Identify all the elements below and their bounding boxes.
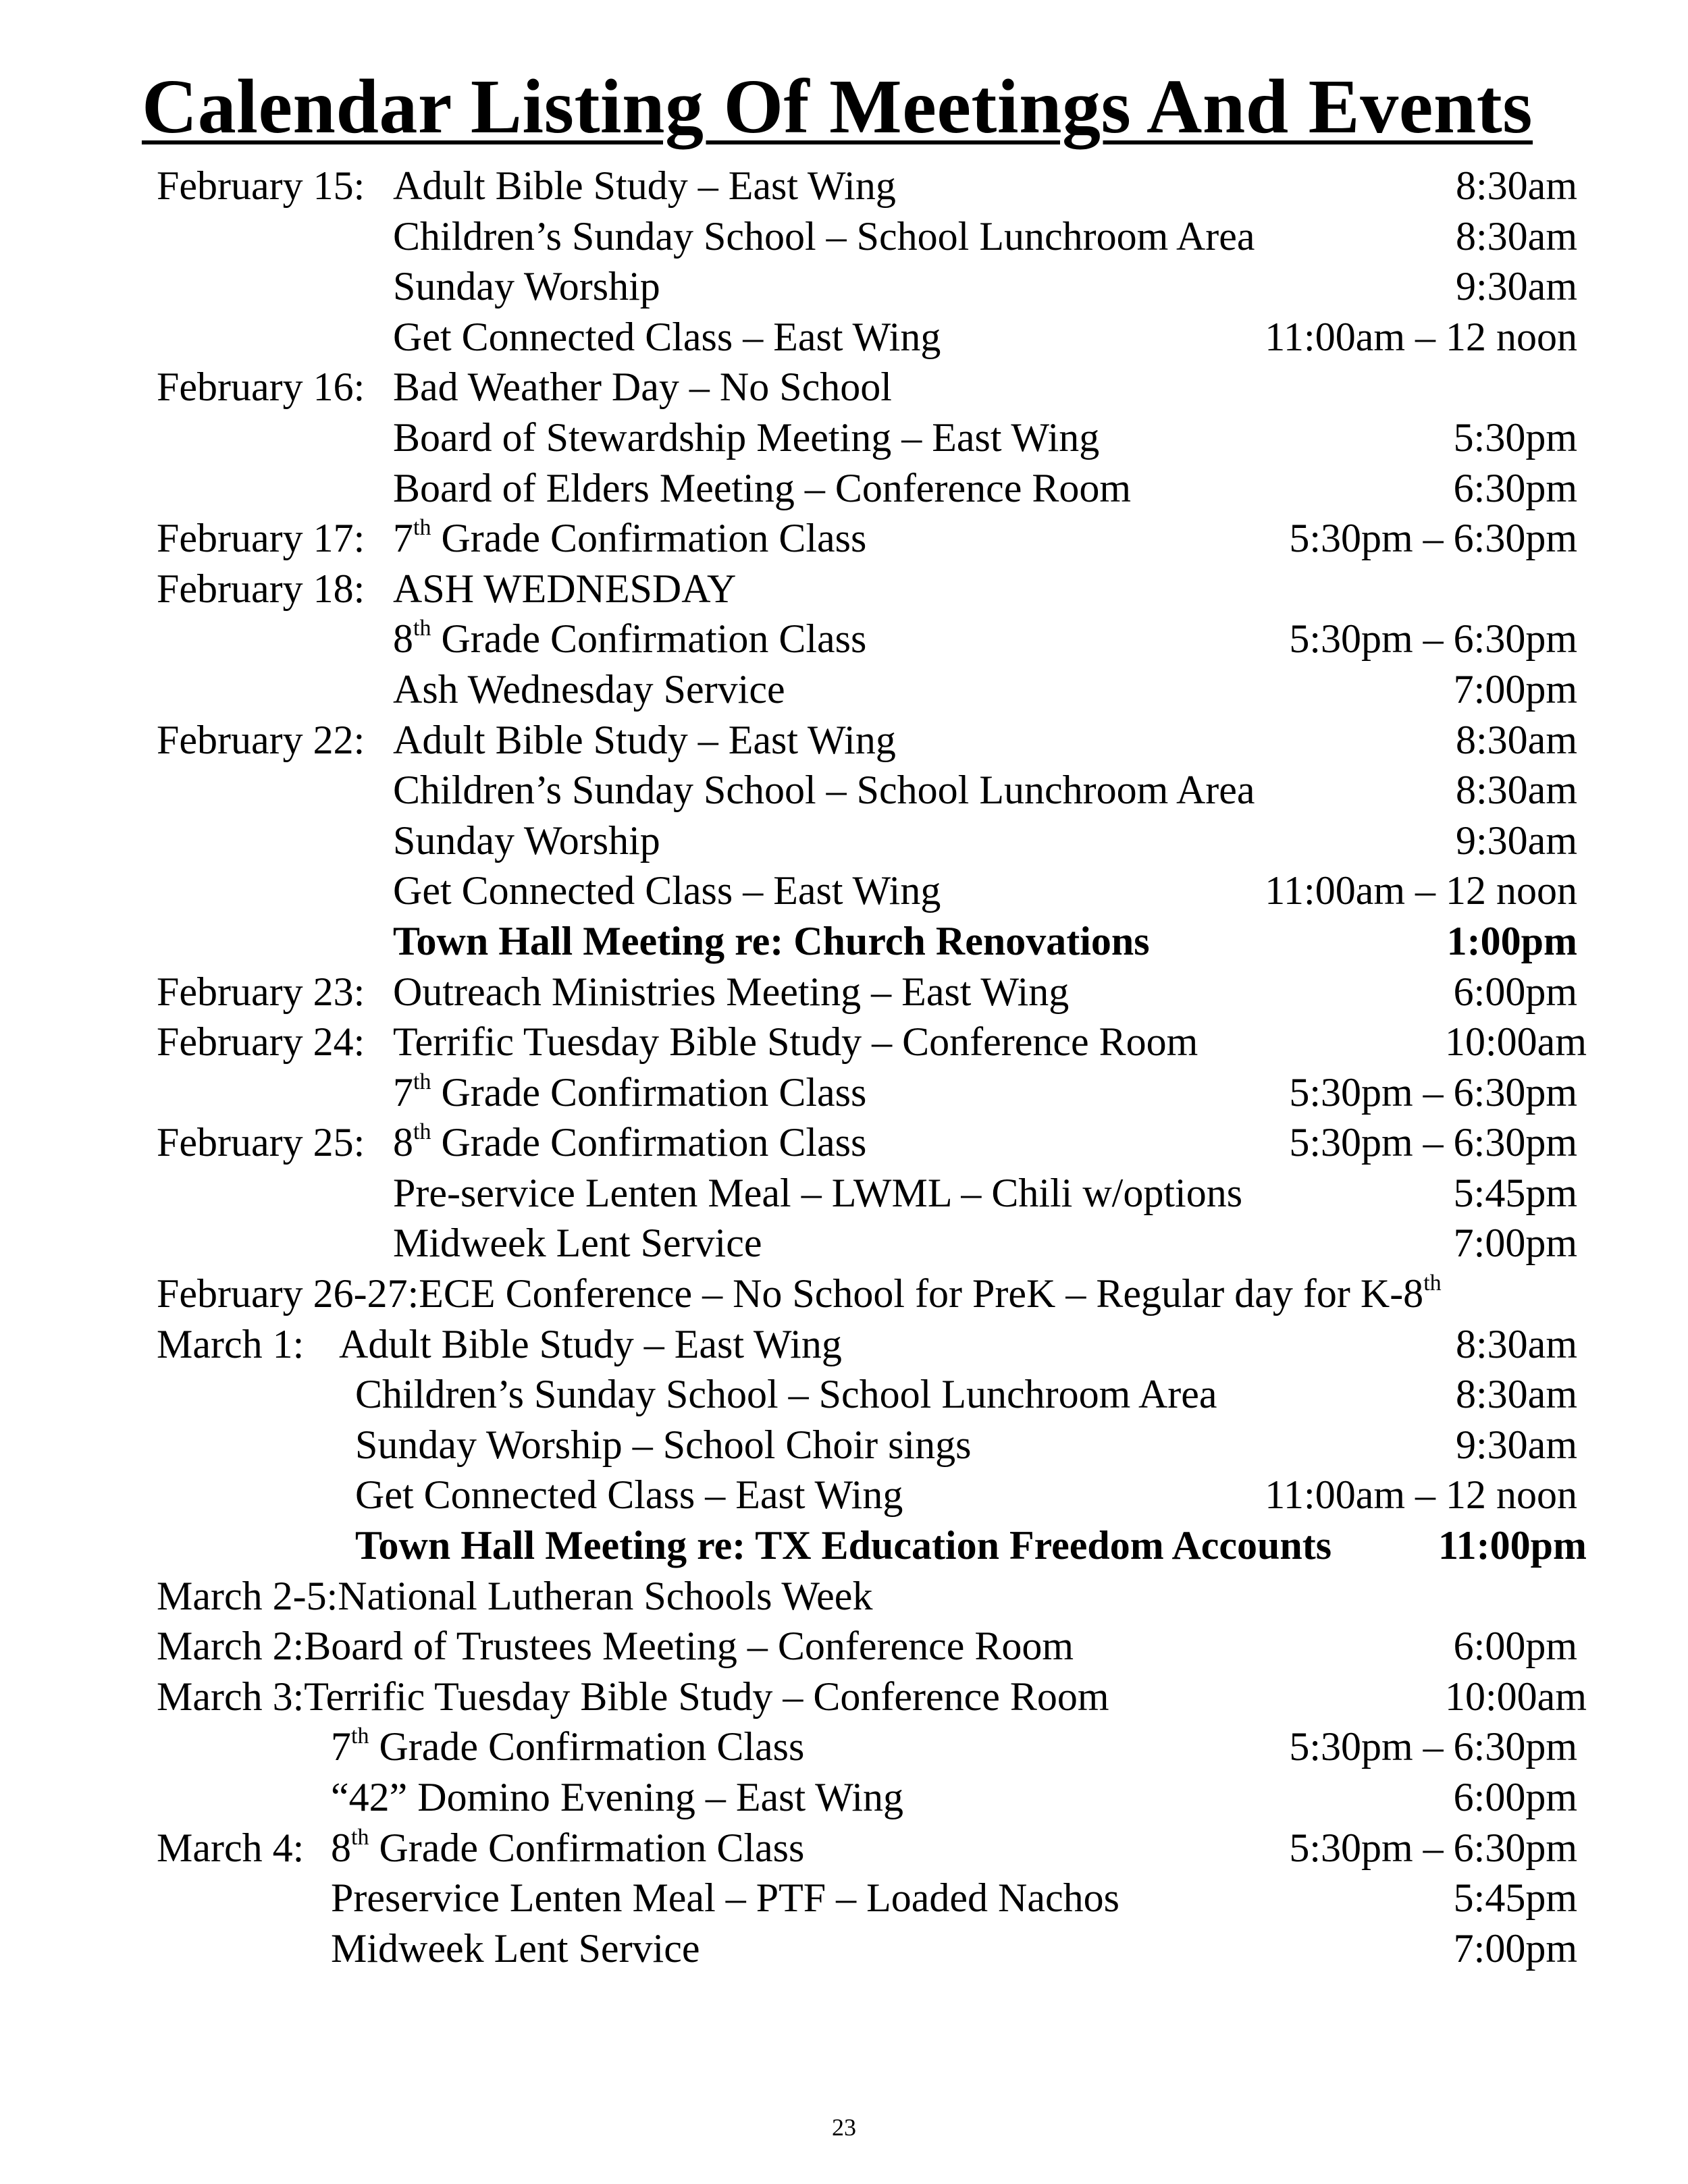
event-date: February 16: [157,365,365,410]
event-text: Grade Confirmation Class [431,516,867,561]
event-text: Sunday Worship [393,264,660,309]
event-time: 5:30pm – 6:30pm [1289,1724,1577,1769]
event-name [393,261,660,312]
calendar-row [0,412,1688,463]
event-name [393,412,1099,463]
event-text: Children’s Sunday School – School Lunchroom Area [393,768,1255,813]
calendar-row [0,1520,1688,1571]
calendar-row [0,1571,1688,1622]
calendar-row [0,1369,1688,1420]
event-date: March 1: [157,1321,305,1366]
calendar-row [0,211,1688,262]
calendar-row [0,1319,1688,1370]
calendar-row [0,1772,1688,1823]
calendar-row [0,816,1688,866]
event-text: Grade Confirmation Class [369,1825,805,1870]
grade-number: 7 [393,516,413,561]
event-text: Adult Bible Study – East Wing [339,1321,842,1366]
event-time: 8:30am [1456,717,1577,762]
event-name [338,1571,872,1622]
calendar-row [0,1722,1688,1772]
event-name [331,1722,804,1772]
calendar-row [0,161,1688,211]
grade-number: 8 [393,616,413,662]
event-time: 5:30pm – 6:30pm [1289,616,1577,662]
event-text: Adult Bible Study – East Wing [393,163,896,208]
event-date: February 15: [157,163,365,208]
event-text: Terrific Tuesday Bible Study – Conference Room [304,1674,1109,1719]
event-name [393,865,941,916]
event-name [355,1369,1217,1420]
ordinal-suffix: th [351,1724,369,1749]
event-name [393,1218,762,1269]
event-text: Get Connected Class – East Wing [355,1472,903,1518]
event-text: Grade Confirmation Class [431,616,867,662]
event-time: 6:00pm [1453,1775,1577,1819]
ordinal-suffix: th [413,1119,431,1145]
calendar-row [0,1923,1688,1974]
event-text: Get Connected Class – East Wing [393,314,941,359]
event-text: Town Hall Meeting re: TX Education Freedom Accounts [355,1523,1332,1568]
event-time: 11:00am – 12 noon [1265,868,1577,913]
event-name [393,211,1255,262]
event-name [331,1923,700,1974]
event-time: 8:30am [1456,768,1577,813]
event-name [331,1823,804,1873]
event-name [393,664,785,715]
event-date: February 17: [157,516,365,561]
event-text: Bad Weather Day – No School [393,365,892,410]
event-date: February 23: [157,969,365,1014]
calendar-row [0,463,1688,514]
event-name [393,715,896,766]
event-time: 8:30am [1456,163,1577,208]
event-date: February 26-27: [157,1271,419,1316]
ordinal-suffix: th [413,616,431,641]
event-time: 7:00pm [1453,1925,1577,1971]
calendar-row [0,1067,1688,1118]
calendar-row [0,715,1688,766]
event-name [304,1621,1074,1672]
calendar-row [0,614,1688,664]
event-time: 11:00am – 12 noon [1265,1472,1577,1518]
event-time: 5:30pm – 6:30pm [1289,516,1577,561]
event-time: 5:45pm [1453,1170,1577,1215]
event-time: 7:00pm [1453,666,1577,712]
event-time: 5:30pm [1453,415,1577,460]
calendar-row [0,1823,1688,1873]
event-time: 8:30am [1456,1321,1577,1366]
event-text: Outreach Ministries Meeting – East Wing [393,969,1070,1014]
event-text: Get Connected Class – East Wing [393,868,941,913]
event-time: 10:00am [1445,1019,1587,1065]
event-time: 5:30pm – 6:30pm [1289,1120,1577,1165]
calendar-row [0,1017,1688,1067]
event-name [393,1117,866,1168]
event-time: 5:30pm – 6:30pm [1289,1069,1577,1115]
ordinal-suffix: th [413,1069,431,1094]
event-time: 11:00pm [1438,1523,1587,1568]
event-date: March 2-5: [157,1573,338,1618]
grade-number: 8 [393,1120,413,1165]
event-text: Town Hall Meeting re: Church Renovations [393,918,1150,963]
calendar-row [0,916,1688,967]
event-name [393,967,1069,1017]
event-text: Board of Elders Meeting – Conference Room [393,465,1132,510]
calendar-row [0,865,1688,916]
event-time: 6:30pm [1453,465,1577,510]
event-time: 5:30pm – 6:30pm [1289,1825,1577,1870]
event-time: 7:00pm [1453,1221,1577,1266]
event-name [393,362,892,412]
calendar-row [0,1621,1688,1672]
event-text: Midweek Lent Service [393,1221,762,1266]
event-time: 6:00pm [1453,969,1577,1014]
event-time: 8:30am [1456,213,1577,259]
event-date: February 22: [157,717,365,762]
calendar-row [0,1420,1688,1470]
event-date: March 3: [157,1674,305,1719]
event-name [339,1319,842,1370]
event-time: 11:00am – 12 noon [1265,314,1577,359]
event-date: February 25: [157,1120,365,1165]
calendar-row [0,1218,1688,1269]
event-time: 1:00pm [1446,918,1577,963]
event-text: Ash Wednesday Service [393,666,785,712]
calendar-row [0,1168,1688,1219]
grade-number: 7 [331,1724,351,1769]
event-name [393,564,736,614]
event-text: Midweek Lent Service [331,1925,700,1971]
event-text: ECE Conference – No School for PreK – Regular day for K-8 [419,1271,1424,1316]
calendar-row [0,261,1688,312]
event-text: Grade Confirmation Class [369,1724,805,1769]
page-number: 23 [832,2114,856,2141]
event-text: Adult Bible Study – East Wing [393,717,896,762]
event-date: March 4: [157,1825,305,1870]
event-name [304,1672,1109,1722]
event-name [393,1067,866,1118]
calendar-row [0,564,1688,614]
event-name [393,765,1255,816]
grade-number: 8 [331,1825,351,1870]
event-time: 9:30am [1456,818,1577,863]
calendar-row [0,1672,1688,1722]
grade-number: 7 [393,1069,413,1115]
event-name [393,312,941,363]
calendar-row [0,664,1688,715]
event-text: Preservice Lenten Meal – PTF – Loaded Nachos [331,1875,1119,1921]
event-text: Board of Stewardship Meeting – East Wing [393,415,1100,460]
event-text: “42” Domino Evening – East Wing [331,1775,903,1819]
event-name [393,161,896,211]
event-name [355,1420,971,1470]
event-name [393,614,866,664]
event-name [393,1017,1198,1067]
event-name [331,1873,1119,1923]
event-time: 9:30am [1456,264,1577,309]
event-time: 6:00pm [1453,1624,1577,1669]
event-text: Sunday Worship – School Choir sings [355,1422,972,1467]
event-text: National Lutheran Schools Week [338,1573,873,1618]
event-time: 10:00am [1445,1674,1587,1719]
event-date: March 2: [157,1624,305,1669]
calendar-row [0,513,1688,564]
event-name [393,513,866,564]
event-name [331,1772,903,1823]
ordinal-suffix: th [413,515,431,541]
event-name [355,1520,1331,1571]
event-text: Sunday Worship [393,818,660,863]
event-name [393,816,660,866]
calendar-row [0,1470,1688,1520]
event-text: ASH WEDNESDAY [393,566,737,611]
event-text: Children’s Sunday School – School Lunchroom Area [355,1372,1217,1417]
event-text: Grade Confirmation Class [431,1069,867,1115]
calendar-row [0,1873,1688,1923]
event-text: Pre-service Lenten Meal – LWML – Chili w/options [393,1170,1243,1215]
event-time: 8:30am [1456,1372,1577,1417]
event-name [393,463,1131,514]
calendar-row [0,362,1688,412]
calendar-row [0,1117,1688,1168]
ordinal-suffix: th [351,1824,369,1850]
calendar-row [0,765,1688,816]
calendar-row [0,1269,1688,1319]
event-text: Board of Trustees Meeting – Conference Room [304,1624,1074,1669]
event-date: February 24: [157,1019,365,1065]
calendar-row [0,967,1688,1017]
calendar-listing [0,161,1688,1973]
event-name [419,1269,1441,1319]
event-text: Terrific Tuesday Bible Study – Conference Room [393,1019,1198,1065]
event-name [355,1470,903,1520]
event-text: Children’s Sunday School – School Lunchroom Area [393,213,1255,259]
event-name [393,916,1150,967]
page-title: Calendar Listing Of Meetings And Events [141,63,1533,149]
event-date: February 18: [157,566,365,611]
calendar-row [0,312,1688,363]
event-name [393,1168,1242,1219]
ordinal-suffix: th [1423,1271,1442,1296]
event-time: 9:30am [1456,1422,1577,1467]
event-time: 5:45pm [1453,1875,1577,1921]
event-text: Grade Confirmation Class [431,1120,867,1165]
